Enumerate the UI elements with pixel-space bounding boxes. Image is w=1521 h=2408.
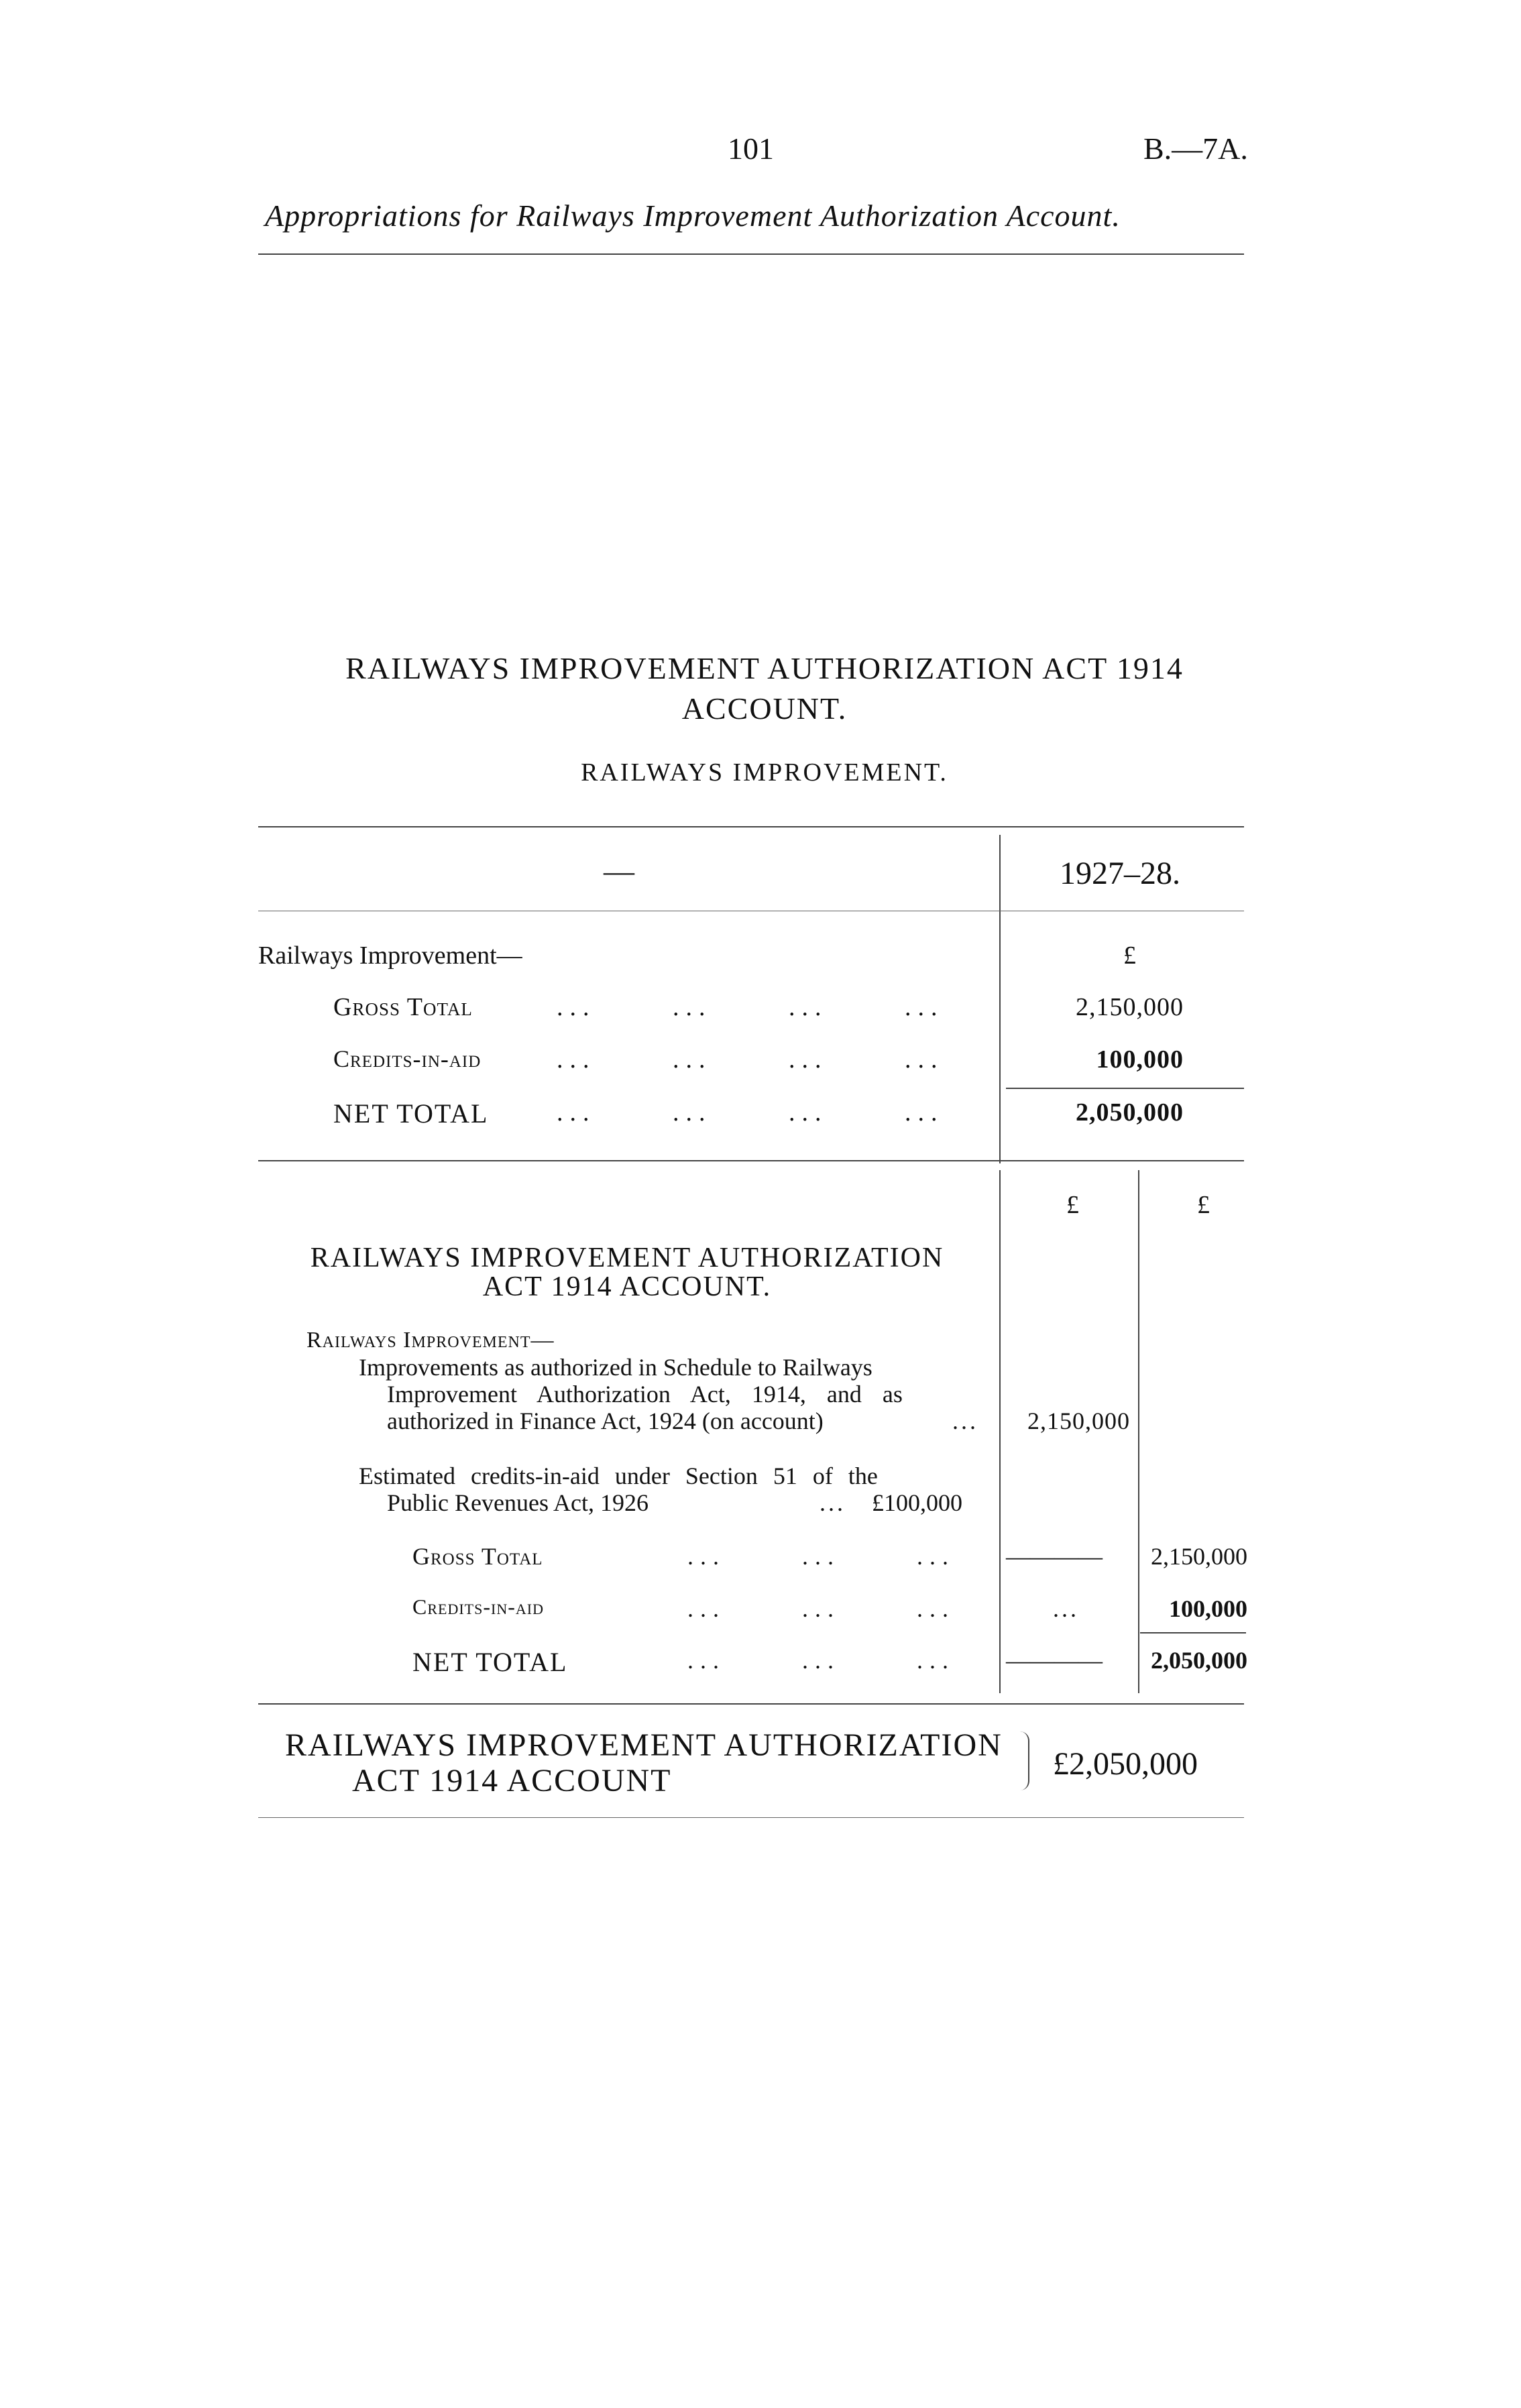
header-rule	[258, 253, 1244, 255]
detail-credits-col1: ...	[1053, 1595, 1079, 1622]
detail-credit-line1: Estimated credits-in-aid under Section 51 of the	[359, 1463, 878, 1489]
detail-sub-head: Railways Improvement—	[306, 1328, 555, 1353]
document-reference: B.—7A.	[1143, 131, 1248, 166]
summary-gross-total-dots: ... ... ... ...	[557, 993, 944, 1021]
detail-item-dots: ...	[952, 1408, 978, 1434]
footer-bottom-rule	[258, 1817, 1244, 1818]
detail-credits-dots: ... ... ...	[687, 1595, 955, 1622]
detail-credits-value: 100,000	[1169, 1595, 1247, 1622]
detail-heading-line1: RAILWAYS IMPROVEMENT AUTHORIZATION	[310, 1243, 944, 1273]
summary-column-dash: —	[604, 854, 634, 888]
detail-net-total-label: NET TOTAL	[412, 1647, 568, 1677]
detail-item-line2: Improvement Authorization Act, 1914, and as	[387, 1381, 903, 1408]
running-title: Appropriations for Railways Improvement Authorization Account.	[265, 198, 1121, 233]
summary-currency: £	[1123, 941, 1136, 970]
account-title-line1: RAILWAYS IMPROVEMENT AUTHORIZATION ACT 1914	[345, 651, 1184, 685]
detail-currency-col1: £	[1066, 1191, 1079, 1219]
detail-net-total-dots: ... ... ...	[687, 1647, 955, 1674]
detail-gross-total-dots: ... ... ...	[687, 1543, 955, 1570]
detail-credit-dots: ...	[820, 1489, 846, 1516]
detail-subtotal-rule	[1140, 1632, 1246, 1633]
detail-item-value: 2,150,000	[1027, 1408, 1130, 1434]
summary-gross-total-value: 2,150,000	[1076, 993, 1184, 1021]
account-title-line2: ACCOUNT.	[681, 691, 848, 726]
footer-account-line2: ACT 1914 ACCOUNT	[352, 1763, 672, 1798]
footer-total-value: £2,050,000	[1053, 1746, 1198, 1782]
detail-credit-line2: Public Revenues Act, 1926	[387, 1489, 649, 1516]
footer-brace	[1016, 1731, 1029, 1790]
summary-year-header: 1927–28.	[1060, 856, 1180, 891]
detail-credit-value: £100,000	[872, 1489, 962, 1516]
detail-net-total-col1: ————	[1006, 1647, 1103, 1674]
page-number: 101	[728, 131, 774, 166]
summary-credits-value: 100,000	[1096, 1045, 1184, 1074]
summary-subtotal-rule	[1006, 1088, 1244, 1089]
footer-account-line1: RAILWAYS IMPROVEMENT AUTHORIZATION	[285, 1727, 1003, 1763]
summary-net-total-dots: ... ... ... ...	[557, 1098, 944, 1127]
detail-gross-total-col1: ————	[1006, 1543, 1103, 1570]
detail-bottom-rule	[258, 1703, 1244, 1705]
detail-currency-col2: £	[1197, 1191, 1210, 1219]
summary-net-total-value: 2,050,000	[1076, 1098, 1184, 1127]
summary-gross-total-label: Gross Total	[333, 993, 473, 1021]
summary-credits-dots: ... ... ... ...	[557, 1045, 944, 1074]
summary-bottom-rule	[258, 1160, 1244, 1161]
detail-credits-label: Credits-in-aid	[412, 1595, 544, 1619]
summary-row-head: Railways Improvement—	[258, 941, 522, 970]
detail-column-divider-2	[1138, 1170, 1139, 1693]
detail-heading-line2: ACT 1914 ACCOUNT.	[482, 1271, 772, 1302]
summary-top-rule	[258, 826, 1244, 827]
detail-column-divider-1	[999, 1170, 1001, 1693]
summary-column-divider	[999, 835, 1001, 1163]
detail-item-line3: authorized in Finance Act, 1924 (on account)	[387, 1408, 824, 1434]
summary-net-total-label: NET TOTAL	[333, 1098, 489, 1129]
detail-gross-total-value: 2,150,000	[1151, 1543, 1247, 1570]
summary-credits-label: Credits-in-aid	[333, 1045, 482, 1072]
detail-gross-total-label: Gross Total	[412, 1543, 543, 1570]
detail-item-line1: Improvements as authorized in Schedule to Railways	[359, 1354, 872, 1381]
account-subtitle: RAILWAYS IMPROVEMENT.	[581, 758, 948, 787]
detail-net-total-value: 2,050,000	[1151, 1647, 1247, 1674]
